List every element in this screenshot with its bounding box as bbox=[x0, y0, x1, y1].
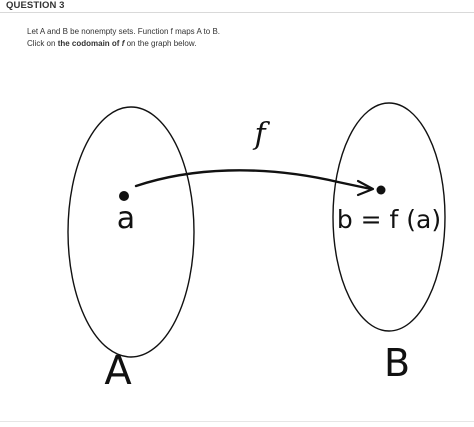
function-label: f bbox=[254, 117, 266, 152]
element-a-label: a bbox=[116, 201, 136, 236]
question-title: QUESTION 3 bbox=[6, 0, 65, 11]
prompt-line-2-post: on the graph below. bbox=[124, 39, 197, 48]
set-b-label[interactable]: B bbox=[383, 341, 411, 385]
point-a-dot[interactable] bbox=[119, 191, 129, 201]
prompt-line-2-pre: Click on bbox=[27, 39, 58, 48]
element-b-label[interactable]: b = f (a) bbox=[336, 205, 442, 234]
prompt-line-1-text: Let A and B be nonempty sets. Function f maps A to B. bbox=[27, 27, 221, 36]
prompt-bold-codomain: the codomain of bbox=[57, 39, 122, 48]
set-a-label[interactable]: A bbox=[104, 348, 132, 394]
footer-divider bbox=[0, 421, 474, 422]
point-b-dot[interactable] bbox=[377, 186, 386, 195]
prompt-bold-f: f bbox=[121, 39, 125, 48]
